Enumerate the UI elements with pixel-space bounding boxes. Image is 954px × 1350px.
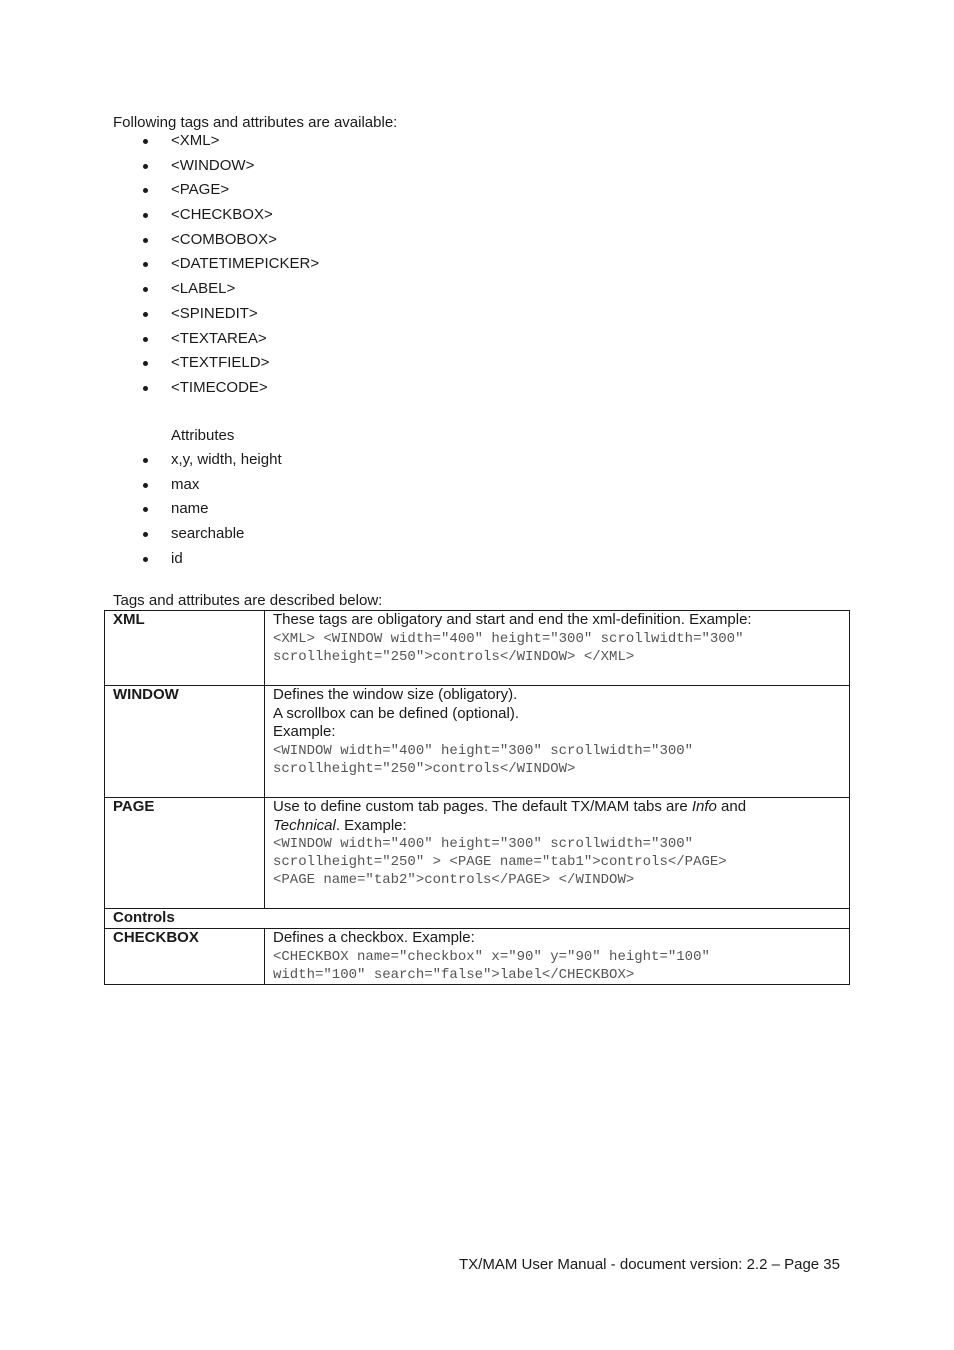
tag-list [113,131,319,403]
code-line: scrollheight="250">controls</WINDOW> </XML> [273,648,635,665]
code-line: <CHECKBOX name="checkbox" x="90" y="90" height="100" [273,948,710,965]
description-text: Technical. Example: [273,816,407,834]
attributes-heading: Attributes [171,427,235,444]
tag-description-checkbox [265,929,850,985]
table-intro: Tags and attributes are described below: [113,592,383,609]
list-item: <TIMECODE> [113,378,319,403]
list-item: <CHECKBOX> [113,205,319,230]
description-text: Example: [273,723,336,740]
list-item: <WINDOW> [113,156,319,181]
code-line: <WINDOW width="400" height="300" scrollwidth="300" [273,836,694,852]
list-item: <SPINEDIT> [113,304,319,329]
tag-name-window: WINDOW [105,686,265,798]
tag-description-window [265,686,850,798]
table-row-checkbox [105,929,850,985]
list-item: <PAGE> [113,180,319,205]
table-row-page [105,798,850,909]
description-text: These tags are obligatory and start and end the xml-definition. Example: [273,611,752,628]
code-line: <PAGE name="tab2">controls</PAGE> </WINDOW> [273,872,635,888]
list-item: <TEXTAREA> [113,329,319,354]
list-item: <LABEL> [113,279,319,304]
code-line: width="100" search="false">label</CHECKBOX> [273,966,635,983]
emphasis-technical: Technical [273,816,336,834]
list-item: id [113,549,282,574]
section-label-controls: Controls [105,909,850,929]
code-line: scrollheight="250" > <PAGE name="tab1">controls</PAGE> [273,854,727,870]
description-text: Use to define custom tab pages. The default TX/MAM tabs are Info and [273,798,747,815]
list-item: max [113,475,282,500]
list-item: <XML> [113,131,319,156]
intro-text: Following tags and attributes are available: [113,114,398,131]
tag-name-xml: XML [105,611,265,686]
list-item: <DATETIMEPICKER> [113,254,319,279]
description-text: Defines the window size (obligatory). [273,686,518,703]
code-line: <WINDOW width="400" height="300" scrollwidth="300" [273,742,694,759]
list-item: <TEXTFIELD> [113,353,319,378]
description-text: A scrollbox can be defined (optional). [273,704,519,722]
description-text: Defines a checkbox. Example: [273,929,475,946]
list-item: <COMBOBOX> [113,230,319,255]
table-row-window [105,686,850,798]
attribute-list [113,450,282,573]
code-line: scrollheight="250">controls</WINDOW> [273,760,576,777]
page-footer: TX/MAM User Manual - document version: 2.2 – Page 35 [458,1256,840,1273]
tag-description-xml [265,611,850,686]
list-item: searchable [113,524,282,549]
tag-name-page: PAGE [105,798,265,909]
tag-description-page [265,798,850,909]
table-row-controls [105,909,850,929]
tags-table [104,610,850,985]
list-item: name [113,499,282,524]
table-row-xml [105,611,850,686]
tag-name-checkbox: CHECKBOX [105,929,265,985]
emphasis-info: Info [691,798,717,815]
list-item: x,y, width, height [113,450,282,475]
code-line: <XML> <WINDOW width="400" height="300" scrollwidth="300" [273,630,744,647]
